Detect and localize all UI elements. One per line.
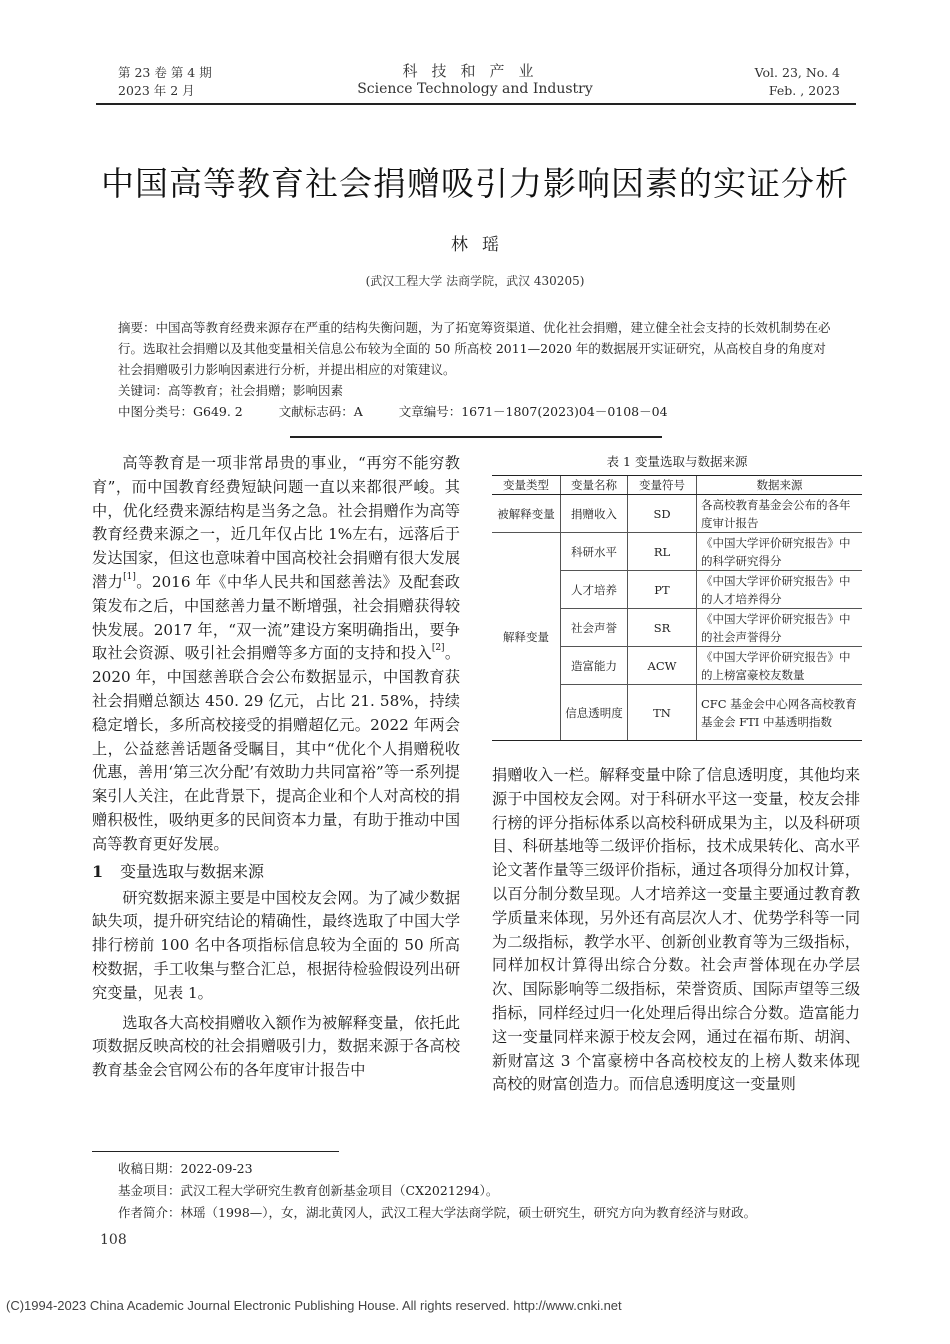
left-column (92, 452, 460, 1083)
right-column (492, 764, 860, 1097)
header-right (755, 64, 840, 100)
document-code: 文献标志码：A (278, 404, 363, 419)
table-header-row: 变量类型 变量名称 变量符号 数据来源 (492, 476, 862, 495)
footnotes (118, 1158, 858, 1224)
table-row: 解释变量 科研水平 RL 《中国大学评价研究报告》中的科学研究得分 (492, 533, 862, 571)
citation-1: [1] (123, 571, 136, 582)
copyright-line: (C)1994-2023 China Academic Journal Electronic Publishing House. All rights reserved. http://www.cnki.net (6, 1298, 622, 1313)
author-bio: 作者简介：林瑶（1998—），女，湖北黄冈人，武汉工程大学法商学院，硕士研究生，研究方向为教育经济与财政。 (118, 1205, 757, 1220)
table-row: 社会声誉 SR 《中国大学评价研究报告》中的社会声誉得分 (492, 609, 862, 647)
table-row: 人才培养 PT 《中国大学评价研究报告》中的人才培养得分 (492, 571, 862, 609)
footnote-rule (92, 1151, 339, 1152)
author-name: 林瑶 (451, 235, 513, 255)
table-caption: 表 1 变量选取与数据来源 (606, 454, 748, 469)
classification-line (118, 401, 836, 422)
header-left (118, 64, 212, 100)
journal-name-cn: 科技和产业 (402, 62, 548, 80)
article-number: 文章编号：1671－1807(2023)04－0108－04 (398, 404, 668, 419)
volume-issue: 第 23 卷 第 4 期 (118, 65, 212, 80)
abstract-block (118, 317, 836, 422)
article-title: 中国高等教育社会捐赠吸引力影响因素的实证分析 (101, 164, 849, 203)
table-row: 造富能力 ACW 《中国大学评价研究报告》中的上榜富豪校友数量 (492, 647, 862, 685)
abstract-rule (290, 436, 662, 438)
clc-number: 中图分类号：G649. 2 (118, 404, 243, 419)
received-date: 收稿日期：2022-09-23 (118, 1161, 253, 1176)
dependent-variable-paragraph: 选取各大高校捐赠收入额作为被解释变量，依托此项数据反映高校的社会捐赠吸引力，数据来源于各高校教育基金会官网公布的各年度审计报告中 (92, 1013, 460, 1080)
page-number: 108 (100, 1232, 127, 1248)
section-heading: 1 变量选取与数据来源 (92, 861, 265, 881)
header-center (300, 62, 650, 98)
journal-name-en: Science Technology and Industry (357, 81, 593, 97)
affiliation: (武汉工程大学 法商学院，武汉 430205) (365, 274, 585, 288)
keywords: 关键词：高等教育；社会捐赠；影响因素 (118, 383, 344, 398)
publish-date: 2023 年 2 月 (118, 83, 195, 98)
table-row: 信息透明度 TN CFC 基金会中心网各高校教育基金会 FTI 中基透明指数 (492, 685, 862, 741)
abstract-label: 摘要： (118, 320, 156, 335)
date-en: Feb. , 2023 (768, 83, 840, 98)
fund-project: 基金项目：武汉工程大学研究生教育创新基金项目（CX2021294）。 (118, 1183, 499, 1198)
vol-no-en: Vol. 23, No. 4 (754, 65, 840, 80)
data-source-paragraph: 研究数据来源主要是中国校友会网。为了减少数据缺失项，提升研究结论的精确性，最终选取了中国大学排行榜前 100 名中各项指标信息较为全面的 50 所高校数据，手工收集与整合汇总，根据待检验假设列出研究变量，见表 1。 (92, 888, 460, 1002)
table-row: 被解释变量 捐赠收入 SD 各高校教育基金会公布的各年度审计报告 (492, 495, 862, 533)
abstract-text: 摘要：中国高等教育经费来源存在严重的结构失衡问题，为了拓宽筹资渠道、优化社会捐赠，建立健全社会支持的长效机制势在必行。选取社会捐赠以及其他变量相关信息公布较为全面的 50 所高校 2011—2020 年的数据展开实证研究，从高校自身的角度对社会捐赠吸引力影响因素进行分析，并提出相应的对策建议。 (118, 320, 831, 377)
citation-2: [2] (431, 643, 445, 654)
intro-paragraph: 高等教育是一项非常昂贵的事业，“再穷不能穷教育”，而中国教育经费短缺问题一直以来都很严峻。其中，优化经费来源结构是当务之急。社会捐赠作为高等教育经费来源之一，近几年仅占比 1%左右，远落后于发达国家，但这也意味着中国高校社会捐赠有很大发展潜力[1]。2016 年《中华人民共和国慈善法》及配套政策发布之后，中国慈善力量不断增强，社会捐赠获得较快发展。2017 年，“双一流”建设方案明确指出，要争取社会资源、吸引社会捐赠等多方面的支持和投入[2]。2020 年，中国慈善联合会公布数据显示，中国教育获社会捐赠总额达 450. 29 亿元，占比 21. 58%，持续稳定增长，多所高校接受的捐赠超亿元。2022 年两会上，公益慈善话题备受瞩目，其中“优化个人捐赠税收优惠，善用‘第三次分配’有效助力共同富裕”等一系列提案引人关注，在此背景下，提高企业和个人对高校的捐赠积极性，吸纳更多的民间资本力量，有助于推动中国高等教育更好发展。 (92, 454, 461, 853)
variable-table (492, 475, 862, 741)
header-rule (96, 103, 856, 105)
variable-description-paragraph: 捐赠收入一栏。解释变量中除了信息透明度，其他均来源于中国校友会网。对于科研水平这一变量，校友会排行榜的评分指标体系以高校科研成果为主，以及科研项目、科研基地等二级评价指标，技术成果转化、高水平论文著作量等三级评价指标，通过各项得分加权计算，以百分制分数呈现。人才培养这一变量主要通过教育教学质量来体现，另外还有高层次人才、优势学科等一同为二级指标，教学水平、创新创业教育等为三级指标，同样加权计算得出综合分数。社会声誉体现在办学层次、国际影响等二级指标，荣誉资质、国际声望等三级指标，同样经过归一化处理后得出综合分数。造富能力这一变量同样来源于校友会网，通过在福布斯、胡润、新财富这 3 个富豪榜中各高校校友的上榜人数来体现高校的财富创造力。而信息透明度这一变量则 (492, 766, 860, 1094)
